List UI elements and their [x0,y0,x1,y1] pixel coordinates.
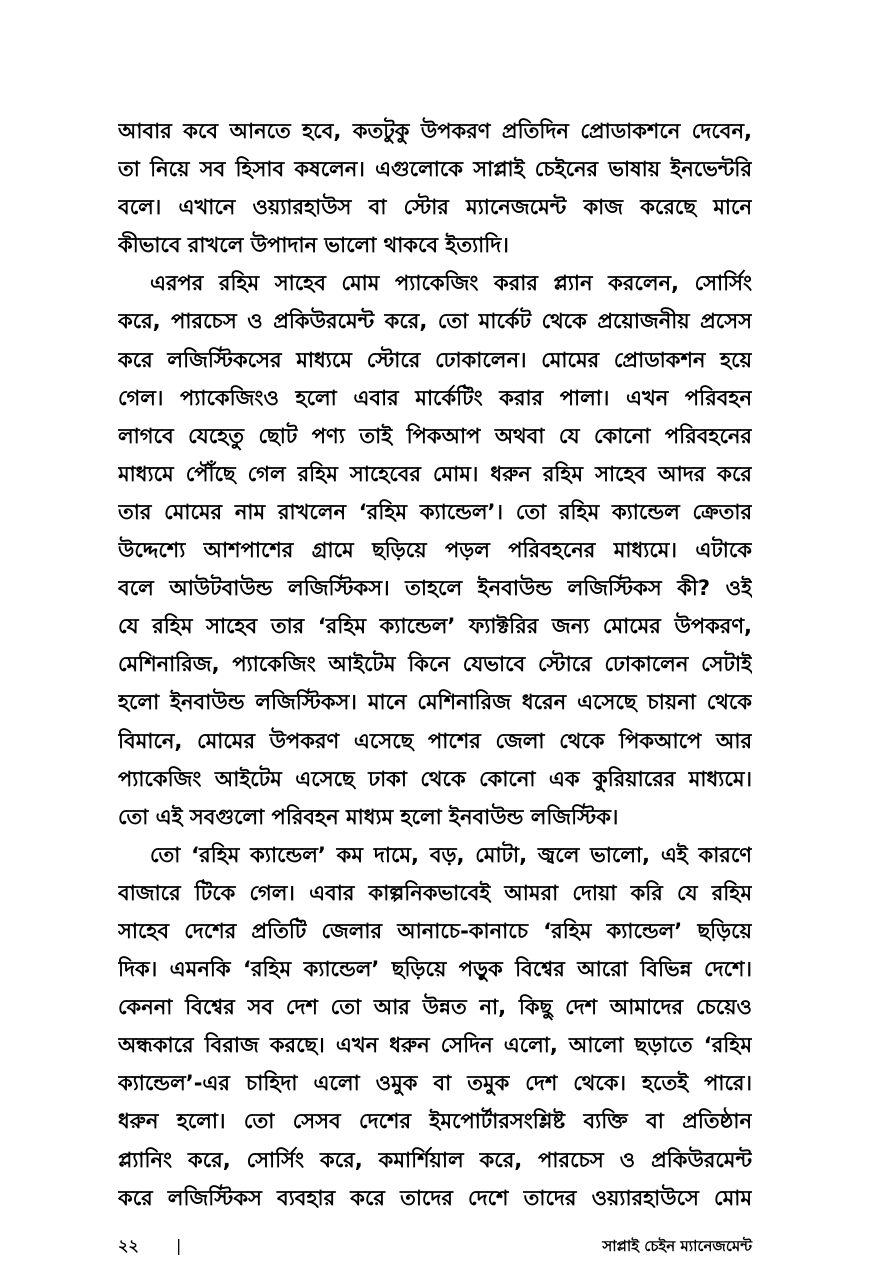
text-line: তা নিয়ে সব হিসাব কষলেন। এগুলোকে সাপ্লাই চেইনের ভাষায় ইনভেন্টরি [118,157,752,182]
text-line: ক্যান্ডেল’-এর চাহিদা এলো ওমুক বা তমুক দেশ থেকে। হতেই পারে। [118,1071,752,1096]
text-line: কীভাবে রাখলে উপাদান ভালো থাকবে ইত্যাদি। [118,233,509,258]
text-line: প্যাকেজিং আইটেম এসেছে ঢাকা থেকে কোনো এক কুরিয়ারের মাধ্যমে। [118,766,752,791]
text-line: তো ‘রহিম ক্যান্ডেল’ কম দামে, বড়, মোটা, জ্বলে ভালো, এই কারণে [150,842,752,867]
text-line: দিক। এমনকি ‘রহিম ক্যান্ডেল’ ছড়িয়ে পড়ুক বিশ্বের আরো বিভিন্ন দেশে। [118,957,752,982]
text-line: বলে। এখানে ওয়্যারহাউস বা স্টোর ম্যানেজমেন্ট কাজ করেছে মানে [118,195,752,220]
text-line: প্ল্যানিং করে, সোর্সিং করে, কমার্শিয়াল করে, পারচেস ও প্রকিউরমেন্ট [118,1147,752,1172]
text-line: করে, পারচেস ও প্রকিউরমেন্ট করে, তো মার্কেট থেকে প্রয়োজনীয় প্রসেস [118,309,752,334]
text-line: যে রহিম সাহেব তার ‘রহিম ক্যান্ডেল’ ফ্যাক্টরির জন্য মোমের উপকরণ, [118,614,752,639]
text-line: কেননা বিশ্বের সব দেশ তো আর উন্নত না, কিছু দেশ আমাদের চেয়েও [118,995,752,1020]
text-line: এরপর রহিম সাহেব মোম প্যাকেজিং করার প্ল্যান করলেন, সোর্সিং [150,271,752,296]
page-number: ২২ [118,1236,139,1255]
page-footer [118,1232,752,1260]
text-line: মাধ্যমে পৌঁছে গেল রহিম সাহেবের মোম। ধরুন রহিম সাহেব আদর করে [118,461,752,486]
text-line: সাহেব দেশের প্রতিটি জেলার আনাচে-কানাচে ‘রহিম ক্যান্ডেল’ ছড়িয়ে [118,918,752,943]
text-line: বিমানে, মোমের উপকরণ এসেছে পাশের জেলা থেকে পিকআপে আর [118,728,752,753]
text-line: করে লজিস্টিকসের মাধ্যমে স্টোরে ঢোকালেন। মোমের প্রোডাকশন হয়ে [118,347,752,372]
text-line: লাগবে যেহেতু ছোট পণ্য তাই পিকআপ অথবা যে কোনো পরিবহনের [118,423,752,448]
text-line: উদ্দেশ্যে আশপাশের গ্রামে ছড়িয়ে পড়ল পরিবহনের মাধ্যমে। এটাকে [118,538,752,563]
text-line: আবার কবে আনতে হবে, কতটুকু উপকরণ প্রতিদিন প্রোডাকশনে দেবেন, [118,119,752,143]
footer-divider: | [176,1236,182,1255]
text-line: ধরুন হলো। তো সেসব দেশের ইমপোর্টারসংশ্লিষ্ট ব্যক্তি বা প্রতিষ্ঠান [118,1109,752,1134]
body-text [118,112,752,1217]
text-line: অন্ধকারে বিরাজ করছে। এখন ধরুন সেদিন এলো, আলো ছড়াতে ‘রহিম [118,1033,752,1058]
running-title: সাপ্লাই চেইন ম্যানেজমেন্ট [602,1237,752,1255]
text-line: গেল। প্যাকেজিংও হলো এবার মার্কেটিং করার পালা। এখন পরিবহন [118,385,752,410]
text-line: তার মোমের নাম রাখলেন ‘রহিম ক্যান্ডেল’। তো রহিম ক্যান্ডেল ক্রেতার [118,499,752,524]
text-line: করে লজিস্টিকস ব্যবহার করে তাদের দেশে তাদের ওয়্যারহাউসে মোম [118,1185,752,1210]
text-line: তো এই সবগুলো পরিবহন মাধ্যম হলো ইনবাউন্ড লজিস্টিক। [118,804,619,829]
text-line: হলো ইনবাউন্ড লজিস্টিকস। মানে মেশিনারিজ ধরেন এসেছে চায়না থেকে [118,690,752,715]
text-line: মেশিনারিজ, প্যাকেজিং আইটেম কিনে যেভাবে স্টোরে ঢোকালেন সেটাই [118,652,752,677]
text-line: বলে আউটবাউন্ড লজিস্টিকস। তাহলে ইনবাউন্ড লজিস্টিকস কী? ওই [118,576,752,601]
text-line: বাজারে টিকে গেল। এবার কাল্পনিকভাবেই আমরা দোয়া করি যে রহিম [118,880,752,905]
